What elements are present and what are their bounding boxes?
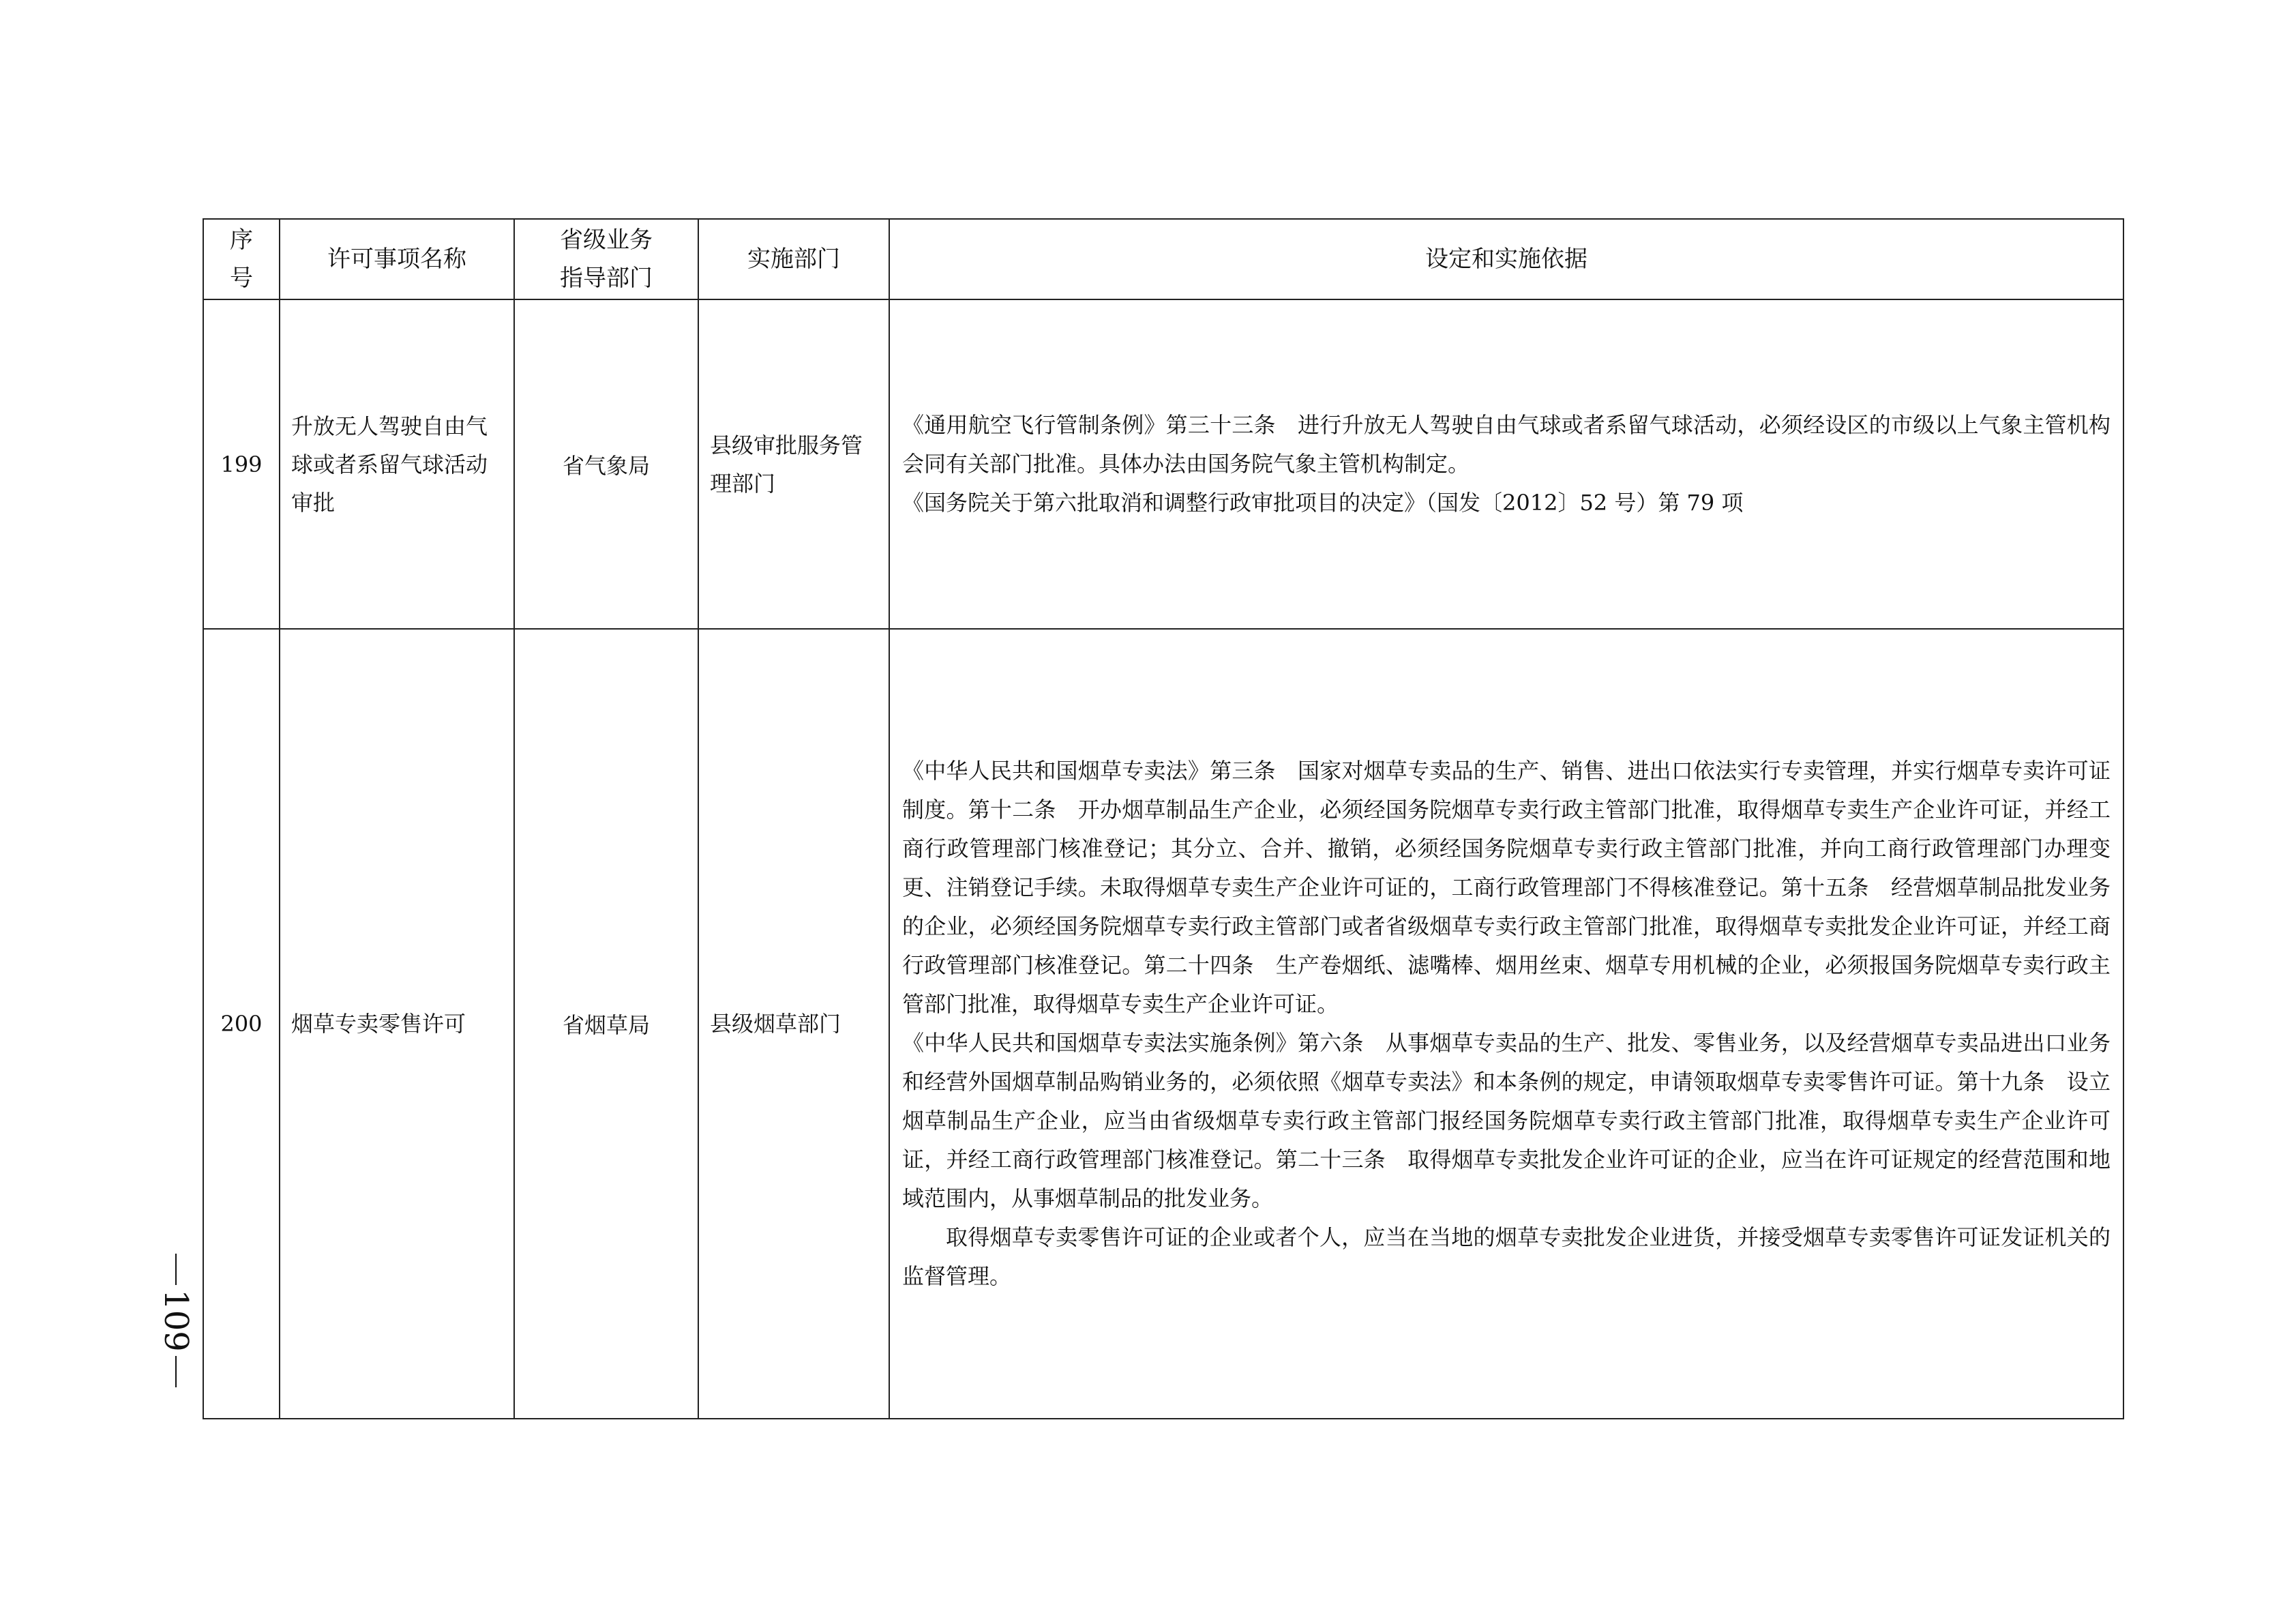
table-row [203,299,2123,629]
header-guide-dept [514,219,698,299]
row-item-name: 烟草专卖零售许可 [280,629,514,1419]
header-item-name: 许可事项名称 [280,219,514,299]
header-seq-line2: 号 [230,265,253,292]
header-guide-dept-line1: 省级业务 [560,226,653,254]
header-seq-line1: 序 [230,226,253,254]
page-number [149,1254,203,1431]
page-number-dash-bottom [175,1356,177,1387]
page-number-dash-top [175,1254,177,1285]
row-impl-dept: 县级审批服务管理部门 [698,299,889,629]
row-guide-dept: 省气象局 [514,299,698,629]
row-basis [889,629,2123,1419]
page-number-text: 109 [157,1289,195,1352]
row-basis [889,299,2123,629]
basis-paragraph: 《国务院关于第六批取消和调整行政审批项目的决定》（国发〔2012〕52 号）第 79 项 [902,490,1744,516]
row-impl-dept: 县级烟草部门 [698,629,889,1419]
basis-paragraph: 取得烟草专卖零售许可证的企业或者个人，应当在当地的烟草专卖批发企业进货，并接受烟草专卖零售许可证发证机关的监督管理。 [902,1224,2111,1289]
header-seq [203,219,280,299]
basis-paragraph: 《中华人民共和国烟草专卖法》第三条 国家对烟草专卖品的生产、销售、进出口依法实行专卖管理，并实行烟草专卖许可证制度。第十二条 开办烟草制品生产企业，必须经国务院烟草专卖行政主管部门批准，取得烟草专卖生产企业许可证，并经工商行政管理部门核准登记；其分立、合并、撤销，必须经国务院烟草专卖行政主管部门批准，并向工商行政管理部门办理变更、注销登记手续。未取得烟草专卖生产企业许可证的，工商行政管理部门不得核准登记。第十五条 经营烟草制品批发业务的企业，必须经国务院烟草专卖行政主管部门或者省级烟草专卖行政主管部门批准，取得烟草专卖批发企业许可证，并经工商行政管理部门核准登记。第二十四条 生产卷烟纸、滤嘴棒、烟用丝束、烟草专用机械的企业，必须报国务院烟草专卖行政主管部门批准，取得烟草专卖生产企业许可证。 [902,758,2111,1017]
basis-paragraph: 《通用航空飞行管制条例》第三十三条 进行升放无人驾驶自由气球或者系留气球活动，必须经设区的市级以上气象主管机构会同有关部门批准。具体办法由国务院气象主管机构制定。 [902,412,2111,477]
basis-paragraph: 《中华人民共和国烟草专卖法实施条例》第六条 从事烟草专卖品的生产、批发、零售业务，以及经营烟草专卖品进出口业务和经营外国烟草制品购销业务的，必须依照《烟草专卖法》和本条例的规定，申请领取烟草专卖零售许可证。第十九条 设立烟草制品生产企业，应当由省级烟草专卖行政主管部门报经国务院烟草专卖行政主管部门批准，取得烟草专卖生产企业许可证，并经工商行政管理部门核准登记。第二十三条 取得烟草专卖批发企业许可证的企业，应当在许可证规定的经营范围和地域范围内，从事烟草制品的批发业务。 [902,1030,2111,1211]
header-guide-dept-line2: 指导部门 [560,265,653,292]
table-header-row [203,219,2123,299]
row-seq: 200 [203,629,280,1419]
permit-table [203,218,2124,1419]
table-row [203,629,2123,1419]
row-guide-dept: 省烟草局 [514,629,698,1419]
row-seq: 199 [203,299,280,629]
header-impl-dept: 实施部门 [698,219,889,299]
row-item-name: 升放无人驾驶自由气球或者系留气球活动审批 [280,299,514,629]
header-basis: 设定和实施依据 [889,219,2123,299]
